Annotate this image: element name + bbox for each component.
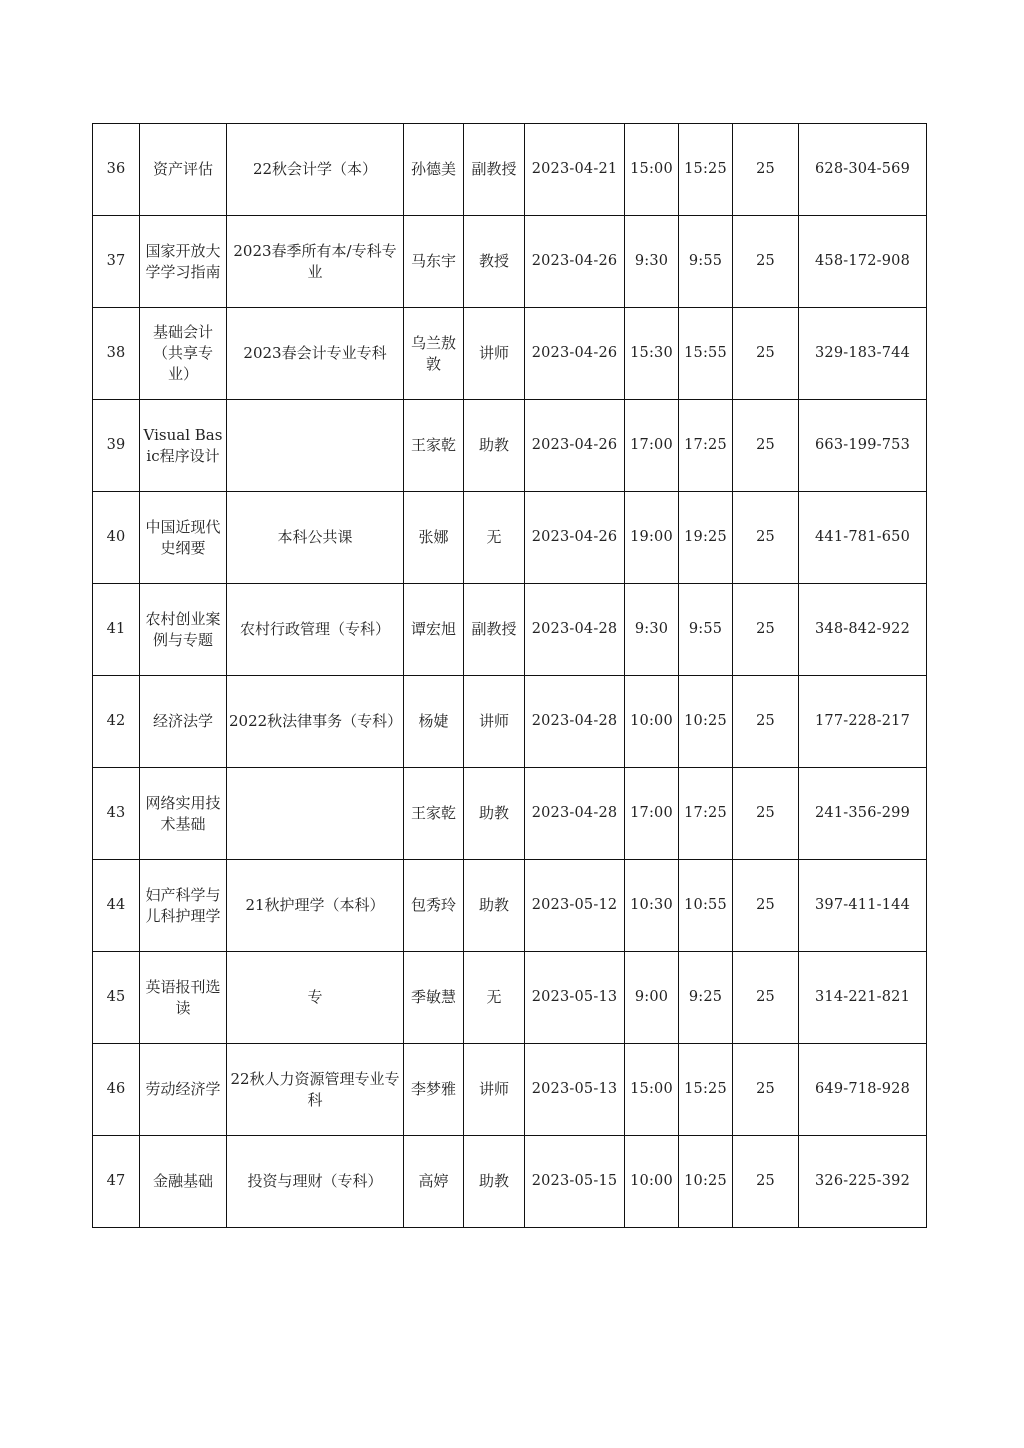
teacher-title-cell: 讲师 [464,308,525,400]
meeting-id-cell: 177-228-217 [799,676,927,768]
row-number-cell: 36 [93,124,140,216]
course-name-cell: 网络实用技术基础 [140,768,227,860]
teacher-cell: 季敏慧 [404,952,464,1044]
major-cell: 22秋会计学（本） [227,124,404,216]
date-cell: 2023-04-28 [525,768,625,860]
table-row [93,676,927,768]
major-cell: 2023春季所有本/专科专业 [227,216,404,308]
row-number-cell: 47 [93,1136,140,1228]
meeting-id-cell: 649-718-928 [799,1044,927,1136]
date-cell: 2023-04-21 [525,124,625,216]
start-time-cell: 9:30 [625,584,679,676]
table-row [93,308,927,400]
end-time-cell: 17:25 [679,400,733,492]
start-time-cell: 9:00 [625,952,679,1044]
duration-cell: 25 [733,1136,799,1228]
duration-cell: 25 [733,584,799,676]
duration-cell: 25 [733,124,799,216]
teacher-title-cell: 助教 [464,1136,525,1228]
course-name-cell: Visual Basic程序设计 [140,400,227,492]
teacher-title-cell: 讲师 [464,1044,525,1136]
course-name-cell: 国家开放大学学习指南 [140,216,227,308]
teacher-cell: 李梦雅 [404,1044,464,1136]
table-row [93,1136,927,1228]
course-name-cell: 基础会计（共享专业） [140,308,227,400]
teacher-title-cell: 助教 [464,768,525,860]
schedule-table [92,123,927,1228]
end-time-cell: 17:25 [679,768,733,860]
duration-cell: 25 [733,952,799,1044]
major-cell: 2023春会计专业专科 [227,308,404,400]
teacher-cell: 谭宏旭 [404,584,464,676]
major-cell [227,400,404,492]
date-cell: 2023-05-13 [525,952,625,1044]
end-time-cell: 15:55 [679,308,733,400]
table-row [93,860,927,952]
end-time-cell: 10:25 [679,1136,733,1228]
start-time-cell: 10:00 [625,676,679,768]
row-number-cell: 39 [93,400,140,492]
major-cell: 农村行政管理（专科） [227,584,404,676]
start-time-cell: 19:00 [625,492,679,584]
start-time-cell: 15:00 [625,1044,679,1136]
duration-cell: 25 [733,492,799,584]
teacher-title-cell: 教授 [464,216,525,308]
date-cell: 2023-05-13 [525,1044,625,1136]
teacher-title-cell: 助教 [464,400,525,492]
duration-cell: 25 [733,400,799,492]
row-number-cell: 40 [93,492,140,584]
start-time-cell: 10:00 [625,1136,679,1228]
row-number-cell: 38 [93,308,140,400]
duration-cell: 25 [733,308,799,400]
major-cell: 专 [227,952,404,1044]
start-time-cell: 17:00 [625,400,679,492]
duration-cell: 25 [733,768,799,860]
end-time-cell: 19:25 [679,492,733,584]
meeting-id-cell: 663-199-753 [799,400,927,492]
start-time-cell: 17:00 [625,768,679,860]
major-cell: 2022秋法律事务（专科） [227,676,404,768]
course-name-cell: 妇产科学与儿科护理学 [140,860,227,952]
teacher-cell: 王家乾 [404,400,464,492]
date-cell: 2023-04-26 [525,216,625,308]
end-time-cell: 15:25 [679,1044,733,1136]
teacher-title-cell: 副教授 [464,124,525,216]
teacher-cell: 王家乾 [404,768,464,860]
teacher-title-cell: 副教授 [464,584,525,676]
course-name-cell: 劳动经济学 [140,1044,227,1136]
row-number-cell: 45 [93,952,140,1044]
start-time-cell: 10:30 [625,860,679,952]
end-time-cell: 15:25 [679,124,733,216]
date-cell: 2023-04-28 [525,584,625,676]
table-row [93,952,927,1044]
meeting-id-cell: 441-781-650 [799,492,927,584]
row-number-cell: 44 [93,860,140,952]
teacher-cell: 乌兰敖敦 [404,308,464,400]
duration-cell: 25 [733,676,799,768]
teacher-title-cell: 无 [464,952,525,1044]
table-row [93,216,927,308]
meeting-id-cell: 348-842-922 [799,584,927,676]
teacher-title-cell: 无 [464,492,525,584]
table-row [93,124,927,216]
teacher-cell: 张娜 [404,492,464,584]
teacher-title-cell: 讲师 [464,676,525,768]
teacher-cell: 包秀玲 [404,860,464,952]
date-cell: 2023-04-26 [525,492,625,584]
row-number-cell: 42 [93,676,140,768]
course-name-cell: 金融基础 [140,1136,227,1228]
meeting-id-cell: 628-304-569 [799,124,927,216]
teacher-cell: 杨婕 [404,676,464,768]
start-time-cell: 15:00 [625,124,679,216]
meeting-id-cell: 397-411-144 [799,860,927,952]
teacher-cell: 孙德美 [404,124,464,216]
row-number-cell: 46 [93,1044,140,1136]
date-cell: 2023-05-12 [525,860,625,952]
table-row [93,492,927,584]
row-number-cell: 37 [93,216,140,308]
start-time-cell: 9:30 [625,216,679,308]
duration-cell: 25 [733,1044,799,1136]
duration-cell: 25 [733,216,799,308]
major-cell: 投资与理财（专科） [227,1136,404,1228]
date-cell: 2023-05-15 [525,1136,625,1228]
teacher-cell: 高婷 [404,1136,464,1228]
meeting-id-cell: 314-221-821 [799,952,927,1044]
row-number-cell: 41 [93,584,140,676]
date-cell: 2023-04-26 [525,400,625,492]
table-row [93,768,927,860]
end-time-cell: 10:55 [679,860,733,952]
row-number-cell: 43 [93,768,140,860]
table-row [93,1044,927,1136]
course-name-cell: 资产评估 [140,124,227,216]
meeting-id-cell: 329-183-744 [799,308,927,400]
start-time-cell: 15:30 [625,308,679,400]
meeting-id-cell: 458-172-908 [799,216,927,308]
major-cell: 本科公共课 [227,492,404,584]
course-name-cell: 中国近现代史纲要 [140,492,227,584]
teacher-cell: 马东宇 [404,216,464,308]
schedule-body [93,124,927,1228]
end-time-cell: 10:25 [679,676,733,768]
date-cell: 2023-04-26 [525,308,625,400]
course-name-cell: 农村创业案例与专题 [140,584,227,676]
end-time-cell: 9:25 [679,952,733,1044]
duration-cell: 25 [733,860,799,952]
major-cell: 22秋人力资源管理专业专科 [227,1044,404,1136]
course-name-cell: 经济法学 [140,676,227,768]
major-cell [227,768,404,860]
end-time-cell: 9:55 [679,584,733,676]
end-time-cell: 9:55 [679,216,733,308]
meeting-id-cell: 326-225-392 [799,1136,927,1228]
table-row [93,584,927,676]
meeting-id-cell: 241-356-299 [799,768,927,860]
teacher-title-cell: 助教 [464,860,525,952]
course-name-cell: 英语报刊选读 [140,952,227,1044]
table-row [93,400,927,492]
date-cell: 2023-04-28 [525,676,625,768]
major-cell: 21秋护理学（本科） [227,860,404,952]
